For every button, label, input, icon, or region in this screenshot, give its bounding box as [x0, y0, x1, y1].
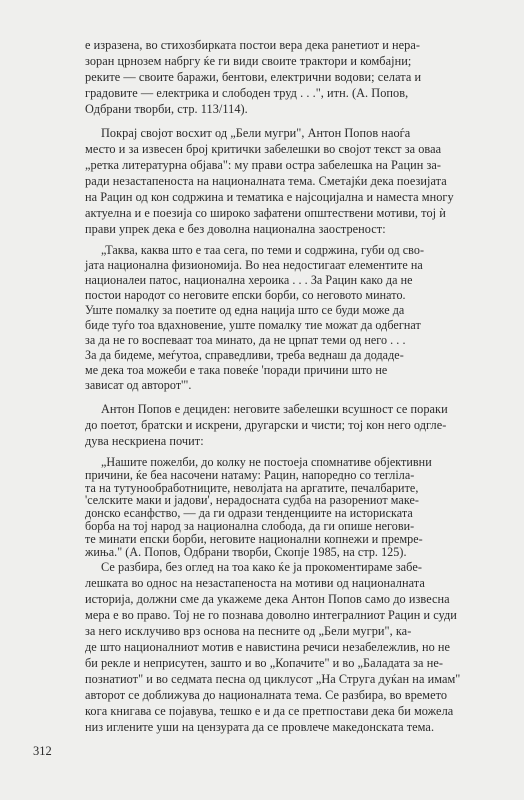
text-line: актуелна и е поезија со широко зафатени општествени мотиви, тој ѝ: [85, 206, 446, 220]
quote-line: жиња." (А. Попов, Одбрани творби, Скопје 1985, на стр. 125).: [85, 544, 407, 559]
text-line: би рекле и неприсутен, зашто и во „Копачите" и во „Баладата за не-: [85, 656, 443, 670]
text-line: де што националниот мотив е навистина речиси незабележлив, но не: [85, 640, 451, 654]
quote-line: за да не го воспеваат тоа минато, да не црпат теми од него . . .: [85, 333, 406, 347]
text-line: за него исклучиво врз основа на песните од „Бели мугри", ка-: [85, 624, 412, 638]
quote-line: причини, ќе беа насочени натаму: Рацин, напоредно со тегліла-: [85, 467, 415, 482]
text-line: „ретка литературна објава": му прави остра забелешка на Рацин за-: [85, 158, 442, 172]
text-line: Антон Попов е дециден: неговите забелешки всушност се пораки: [101, 402, 448, 416]
quote-line: та на тутунообработниците, неволјата на аргатите, печалбарите,: [85, 480, 419, 495]
text-line: авторот се доближува до националната тема. Се разбира, во времето: [85, 688, 448, 702]
quote-line: биде туѓо тоа вдахновение, уште помалку тие можат да одбегнат: [85, 318, 421, 332]
quote-line: постои народот со неговите епски борби, со неговото минато.: [85, 288, 406, 302]
quote-line: Уште помалку за поетите од една нација што се буди може да: [85, 303, 405, 317]
text-line: е изразена, во стихозбирката постои вера дека ранетиот и нера-: [85, 38, 421, 52]
text-line: лешката во однос на незастапеноста на мотиви од националната: [85, 576, 425, 590]
quote-line: донско есанфство, — да ги одрази тенденциите на историската: [85, 506, 413, 521]
quote-line: те минати епски борби, неговите национални копнежи и премре-: [85, 531, 423, 546]
text-line: реките — своите баражи, бентови, електрични водови; селата и: [85, 70, 422, 84]
text-line: Се разбира, без оглед на тоа како ќе ја прокоментираме забе-: [101, 560, 422, 574]
quote-line: борба на тој народ за национална слобода, да ги опише негови-: [85, 519, 415, 533]
text-line: Одбрани творби, стр. 113/114).: [85, 102, 248, 116]
quote-line: зависат од авторот'".: [85, 378, 192, 392]
text-line: мера е во право. Тој не го познава доволно интегралниот Рацин и суди: [85, 608, 457, 622]
quote-line: „Таква, каква што е таа сега, по теми и содржина, губи од сво-: [101, 243, 425, 257]
text-line: историја, должни сме да укажеме дека Антон Попов само до извесна: [85, 592, 450, 606]
quote-line: ме дека тоа можеби е така повеќе 'поради причини што не: [85, 363, 388, 377]
page-number: 312: [33, 744, 52, 758]
text-line: до поетот, братски и искрени, другарски и чисти; тој кон него одгле-: [85, 418, 447, 432]
quote-line: За да бидеме, меѓутоа, справедливи, треба веднаш да додаде-: [85, 348, 404, 362]
text-line: ради незастапеноста на националната тема. Сметајќи дека поезијата: [85, 174, 447, 188]
text-line: прави упрек дека е без доволна национална заостреност:: [85, 222, 386, 236]
text-line: низ иглените уши на цензурата да се провлече македонската тема.: [85, 720, 435, 734]
text-line: познатиот" и во седмата песна од циклусот „На Струга дуќан на имам": [85, 672, 461, 686]
quote-line: националеи патос, национална хероика . . . За Рацин како да не: [85, 273, 413, 287]
text-line: Покрај својот восхит од „Бели мугри", Антон Попов наоѓа: [101, 126, 411, 140]
text-line: градовите — електрика и слободен труд . . .", итн. (А. Попов,: [85, 86, 409, 100]
text-line: на Рацин од кон содржина и тематика е најсоцијална и наместа многу: [85, 190, 454, 204]
text-line: зоран црнозем набргу ќе ги види своите трактори и комбајни;: [85, 54, 412, 68]
text-line: дува нескриена почит:: [85, 434, 204, 448]
quote-line: „Нашите пожелби, до колку не постоеја спомнативе објективни: [101, 455, 432, 469]
text-line: кога книгава се појавува, тешко е и да се претпостави дека би можела: [85, 704, 454, 718]
quote-line: 'селските маки и јадови', нерадосната судба на разорениот маке-: [85, 493, 419, 508]
text-line: место и за извесен број критички забелешки во својот текст за оваа: [85, 142, 442, 156]
quote-line: јата национална физиономија. Во неа недостигаат елементите на: [85, 258, 423, 272]
